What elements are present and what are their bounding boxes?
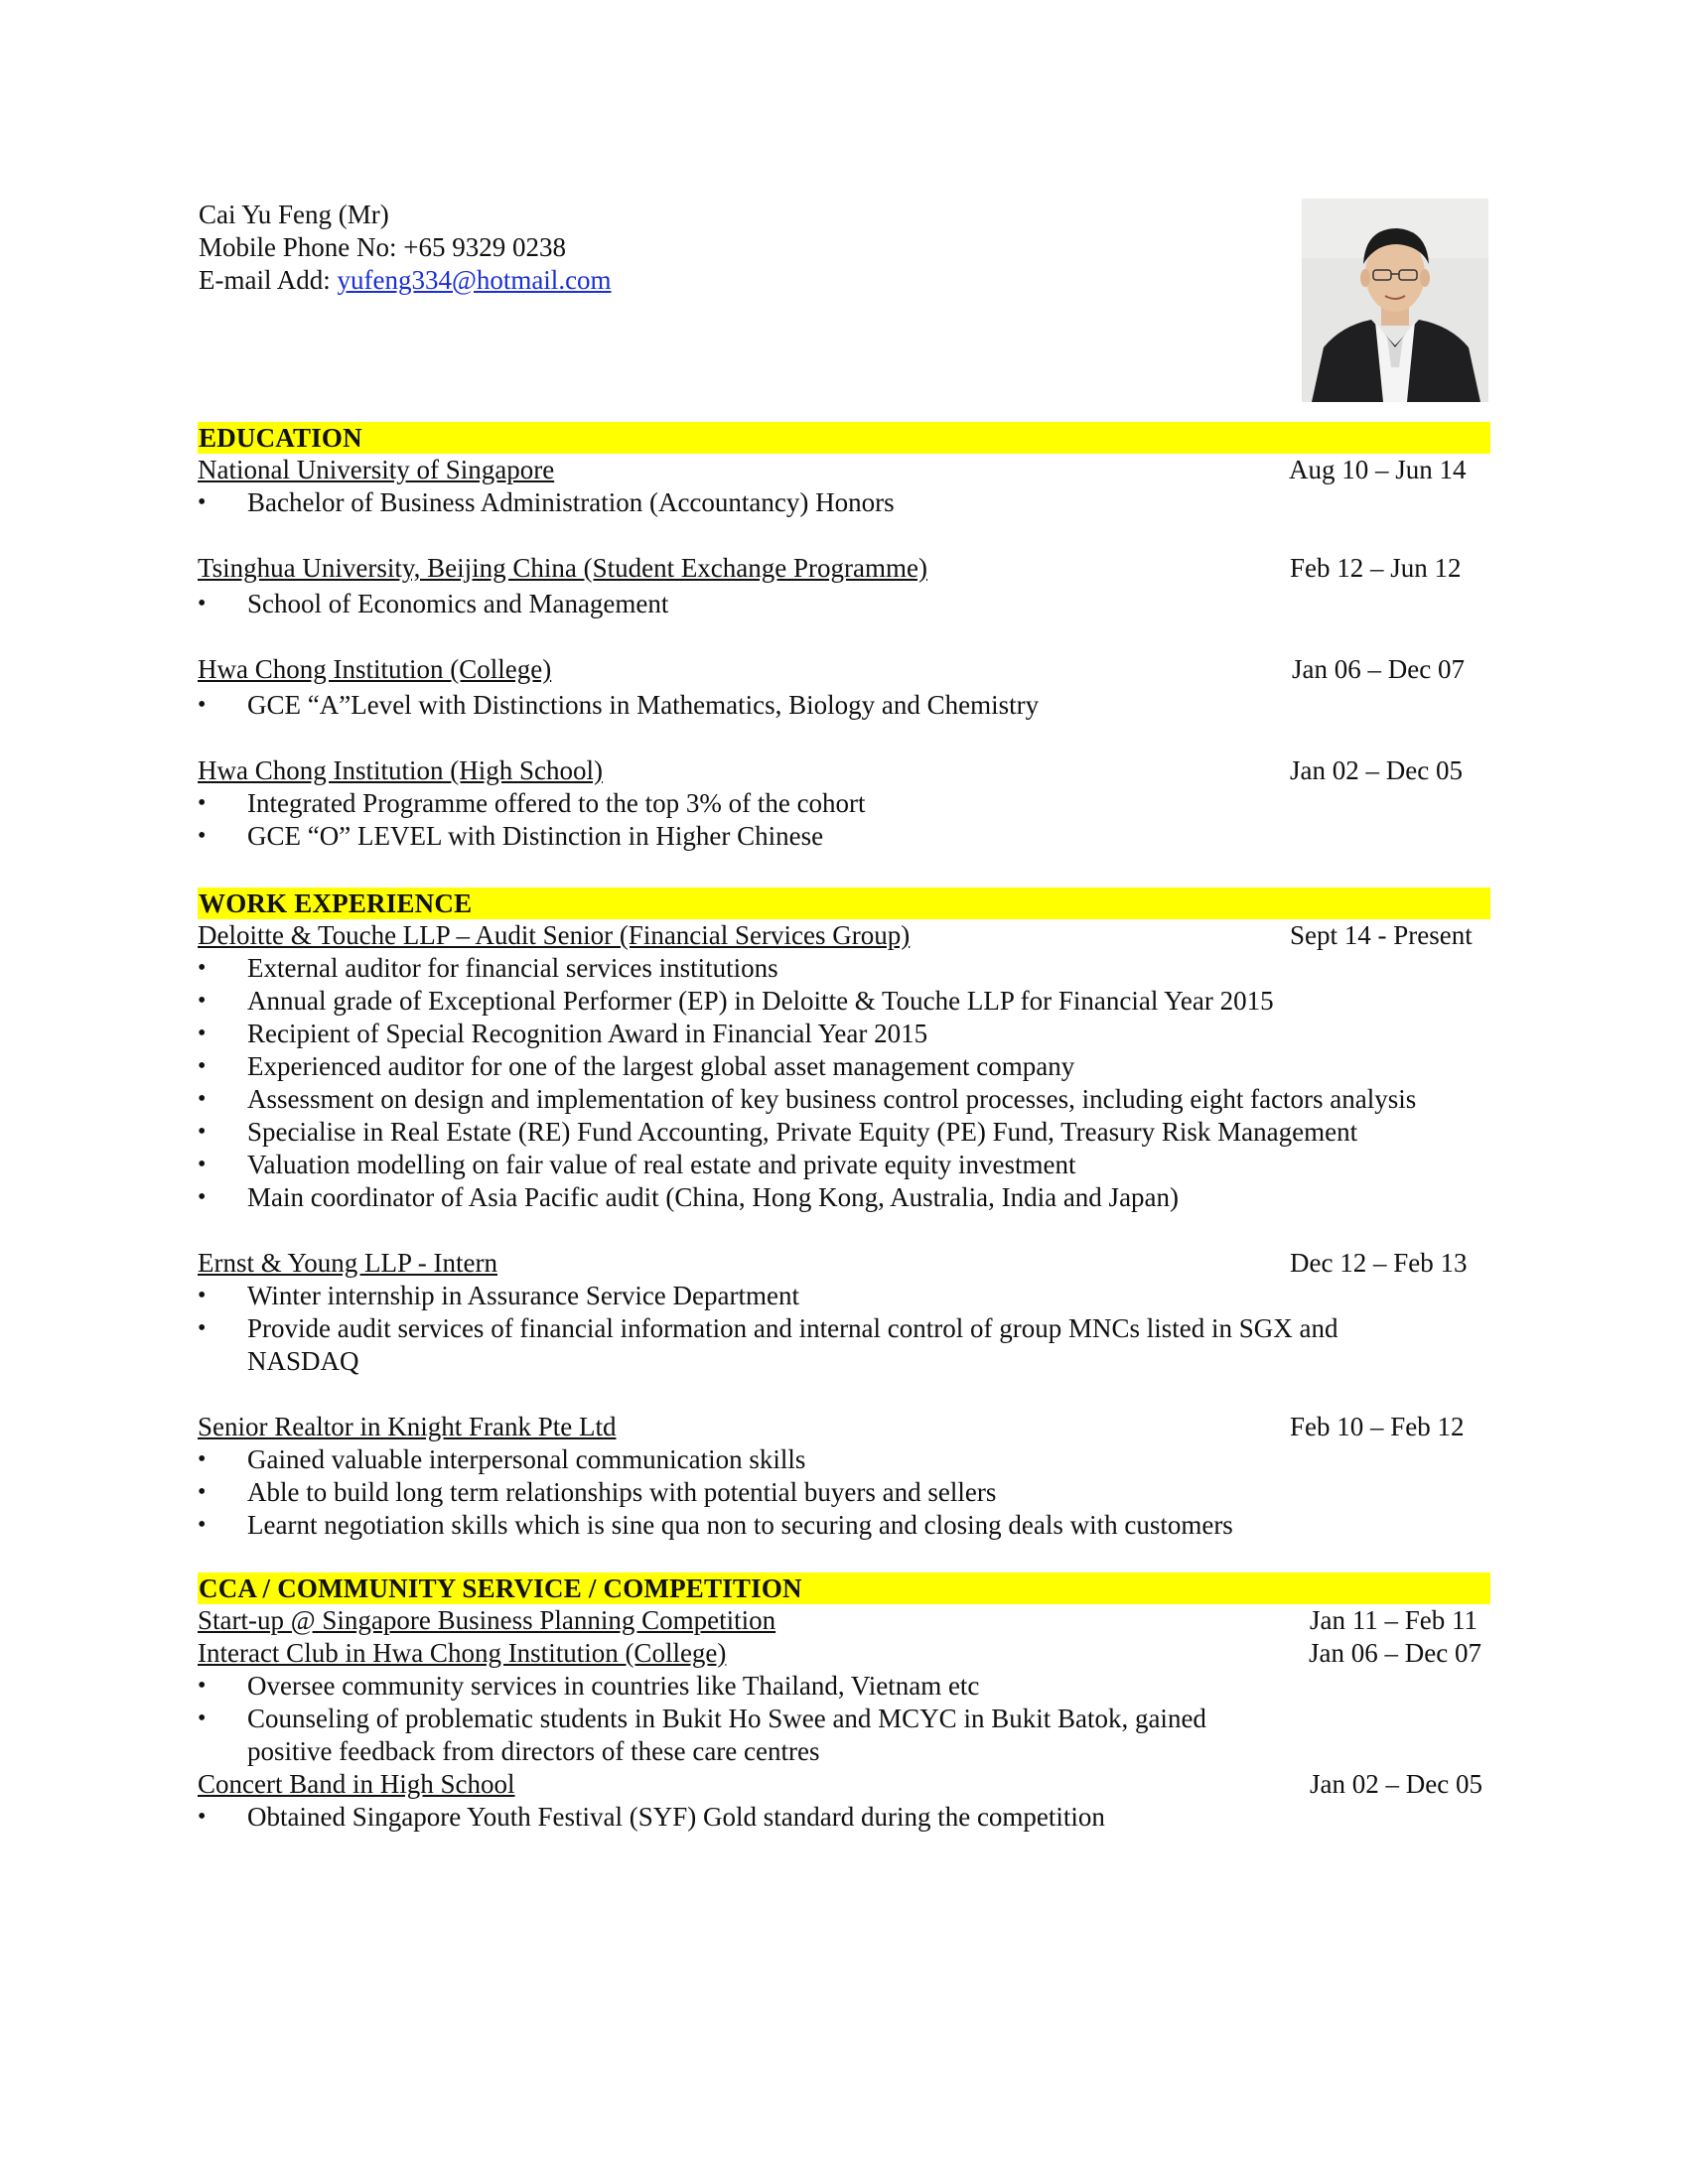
entry-title: Hwa Chong Institution (High School)	[198, 755, 603, 785]
bullet-item: • Recipient of Special Recognition Award in Financial Year 2015	[198, 1018, 1490, 1050]
bullet-list	[198, 952, 1490, 1214]
bullet-item: • Integrated Programme offered to the top 3% of the cohort	[198, 787, 1490, 820]
education-entry-tsinghua	[198, 552, 1490, 585]
bullet-list	[198, 486, 1490, 519]
entry-title: Ernst & Young LLP - Intern	[198, 1248, 497, 1278]
entry-date: Feb 10 – Feb 12	[1290, 1412, 1465, 1441]
bullet-item: • Able to build long term relationships with potential buyers and sellers	[198, 1476, 1490, 1509]
email-label: E-mail Add:	[199, 265, 338, 295]
email-line	[199, 264, 1489, 297]
bullet-item: • Learnt negotiation skills which is sine qua non to securing and closing deals with customers	[198, 1509, 1490, 1542]
bullet-item: • GCE “O” LEVEL with Distinction in Higher Chinese	[198, 820, 1490, 853]
education-heading: EDUCATION	[198, 422, 1490, 454]
entry-title: Hwa Chong Institution (College)	[198, 654, 552, 684]
education-entry-hci-college	[198, 653, 1490, 686]
work-section	[198, 887, 1490, 1542]
bullet-item: • Bachelor of Business Administration (Accountancy) Honors	[198, 486, 1490, 519]
work-entry-ernst-young	[198, 1247, 1490, 1280]
cca-entry-interact-club	[198, 1637, 1490, 1670]
portrait-illustration	[1302, 199, 1488, 402]
bullet-list	[198, 1801, 1490, 1834]
bullet-item: • GCE “A”Level with Distinctions in Mathematics, Biology and Chemistry	[198, 689, 1490, 722]
bullet-item: • External auditor for financial services institutions	[198, 952, 1490, 985]
entry-date: Sept 14 - Present	[1290, 920, 1473, 950]
bullet-item: • Main coordinator of Asia Pacific audit (China, Hong Kong, Australia, India and Japan)	[198, 1181, 1490, 1214]
cca-section	[198, 1572, 1490, 1834]
bullet-item: • Specialise in Real Estate (RE) Fund Accounting, Private Equity (PE) Fund, Treasury Risk Management	[198, 1116, 1490, 1149]
phone-number: +65 9329 0238	[403, 232, 566, 262]
work-entry-knight-frank	[198, 1411, 1490, 1443]
entry-title: Deloitte & Touche LLP – Audit Senior (Financial Services Group)	[198, 920, 911, 950]
bullet-item: • Valuation modelling on fair value of real estate and private equity investment	[198, 1149, 1490, 1181]
entry-date: Jan 06 – Dec 07	[1292, 654, 1465, 684]
entry-title: Tsinghua University, Beijing China (Student Exchange Programme)	[198, 553, 927, 583]
entry-title: Senior Realtor in Knight Frank Pte Ltd	[198, 1412, 617, 1441]
bullet-list	[198, 1670, 1250, 1768]
email-link[interactable]: yufeng334@hotmail.com	[337, 265, 612, 295]
cca-entry-startup	[198, 1604, 1490, 1637]
bullet-item: • Provide audit services of financial information and internal control of group MNCs listed in SGX and NASDAQ	[198, 1312, 1384, 1378]
entry-date: Jan 02 – Dec 05	[1290, 755, 1463, 785]
entry-date: Jan 02 – Dec 05	[1310, 1769, 1482, 1799]
profile-photo	[1302, 199, 1488, 402]
education-entry-nus	[198, 454, 1490, 486]
bullet-list	[198, 1280, 1384, 1378]
entry-date: Dec 12 – Feb 13	[1290, 1248, 1468, 1278]
bullet-list	[198, 787, 1490, 853]
entry-title: Start-up @ Singapore Business Planning Competition	[198, 1605, 776, 1635]
work-entry-deloitte	[198, 919, 1490, 952]
bullet-item: • Counseling of problematic students in Bukit Ho Swee and MCYC in Bukit Batok, gained positive feedback from directors of these care centres	[198, 1703, 1250, 1768]
bullet-list	[198, 588, 1490, 620]
bullet-list	[198, 689, 1490, 722]
bullet-item: • Experienced auditor for one of the largest global asset management company	[198, 1050, 1490, 1083]
entry-title: Interact Club in Hwa Chong Institution (College)	[198, 1638, 727, 1668]
contact-block	[199, 199, 1489, 297]
entry-title: Concert Band in High School	[198, 1769, 515, 1799]
bullet-item: • Winter internship in Assurance Service Department	[198, 1280, 1384, 1312]
cca-entry-concert-band	[198, 1768, 1490, 1801]
bullet-item: • Annual grade of Exceptional Performer (EP) in Deloitte & Touche LLP for Financial Year 2015	[198, 985, 1490, 1018]
bullet-item: • School of Economics and Management	[198, 588, 1490, 620]
entry-title: National University of Singapore	[198, 455, 555, 484]
work-heading: WORK EXPERIENCE	[198, 887, 1490, 919]
bullet-item: • Gained valuable interpersonal communication skills	[198, 1443, 1490, 1476]
entry-date: Jan 06 – Dec 07	[1309, 1638, 1481, 1668]
phone-label: Mobile Phone No:	[199, 232, 404, 262]
entry-date: Jan 11 – Feb 11	[1310, 1605, 1477, 1635]
education-entry-hci-high-school	[198, 754, 1490, 787]
bullet-list	[198, 1443, 1490, 1542]
bullet-item: • Oversee community services in countries like Thailand, Vietnam etc	[198, 1670, 1250, 1703]
candidate-name: Cai Yu Feng (Mr)	[199, 200, 389, 229]
bullet-item: • Obtained Singapore Youth Festival (SYF) Gold standard during the competition	[198, 1801, 1490, 1834]
entry-date: Aug 10 – Jun 14	[1289, 455, 1467, 484]
phone-line	[199, 231, 1489, 264]
bullet-item: • Assessment on design and implementation of key business control processes, including eight factors analysis	[198, 1083, 1490, 1116]
education-section	[198, 422, 1490, 853]
entry-date: Feb 12 – Jun 12	[1290, 553, 1462, 583]
cca-heading: CCA / COMMUNITY SERVICE / COMPETITION	[198, 1572, 1490, 1604]
